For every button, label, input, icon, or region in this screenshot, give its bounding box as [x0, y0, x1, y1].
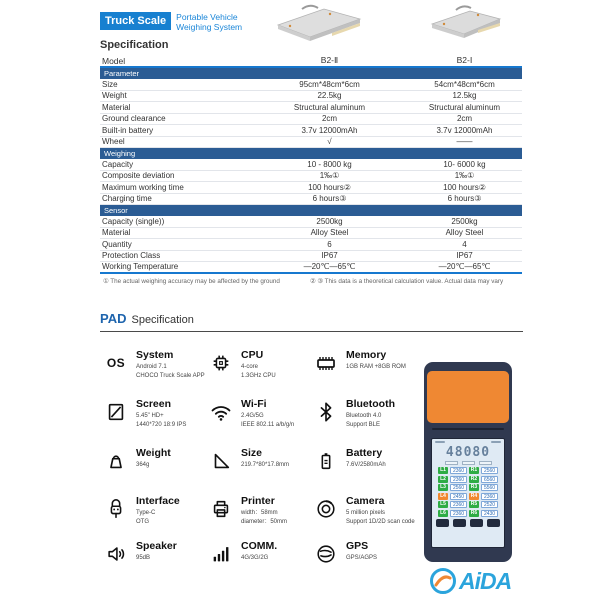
table-row [100, 79, 522, 91]
row-value-2: 10- 6000 kg [443, 159, 486, 169]
row-value-2: 2500kg [451, 216, 478, 226]
pad-title-rest: Specification [131, 314, 194, 326]
pad-item-title: Printer [241, 495, 275, 507]
table-row [100, 159, 522, 171]
pad-item-gps [313, 541, 415, 567]
pad-item-line: 219.7*80*17.8mm [241, 461, 290, 468]
table-row [100, 239, 522, 251]
aida-logo-mark-icon [430, 568, 456, 594]
pad-item-line: 5 million pixels [346, 509, 386, 516]
pad-item-title: CPU [241, 349, 264, 361]
camera-lens-icon [313, 496, 339, 522]
sensor-value: 6560 [481, 476, 498, 483]
pad-item-cpu [208, 350, 310, 380]
device-paper-slot [432, 428, 504, 430]
pad-item-line: 5.45" HD+ [136, 412, 164, 419]
size-icon [208, 448, 234, 474]
device-printer-cover [427, 371, 509, 423]
sensor-badge: R4 [470, 492, 478, 499]
row-value-1: 22.5kg [317, 91, 342, 101]
pad-item-line: Android 7.1 [136, 363, 167, 370]
pad-item-title: Interface [136, 495, 180, 507]
pad-item-line: 4G/3G/2G [241, 554, 269, 561]
row-value-2: 3.7v 12000mAh [436, 125, 493, 135]
table-row [100, 251, 522, 263]
pad-item-screen [103, 399, 205, 429]
row-value-1: 95cm*48cm*6cm [299, 79, 360, 89]
sensor-value: 2360 [450, 467, 467, 474]
pad-item-line: Type-C [136, 509, 156, 516]
gps-globe-icon [313, 541, 339, 567]
row-value-2: IP67 [456, 251, 473, 261]
row-value-2: 100 hours② [443, 182, 486, 192]
os-icon-label: OS [106, 356, 126, 370]
aida-logo [430, 568, 511, 594]
row-value-2: 12.5kg [452, 91, 477, 101]
memory-chip-icon [313, 350, 339, 376]
pad-item-battery [313, 448, 415, 474]
row-label: Material [102, 228, 131, 238]
pad-item-title: Memory [346, 349, 387, 361]
row-label: Wheel [102, 137, 125, 147]
table-row [100, 182, 522, 194]
model-label: Model [102, 55, 126, 66]
subtitle-line2: Weighing System [176, 21, 243, 32]
sensor-badge: R3 [470, 484, 478, 490]
pad-item-speaker [103, 541, 205, 567]
model-b2-2: B2-Ⅱ [320, 55, 339, 65]
pad-item-title: System [136, 349, 174, 361]
sensor-value: 2360 [450, 501, 467, 508]
weight-icon [103, 448, 129, 474]
sensor-badge: L4 [438, 493, 448, 500]
row-label: Charging time [102, 194, 152, 204]
reading-row [435, 510, 501, 517]
row-value-2: Alloy Steel [445, 228, 484, 238]
row-value-1: Alloy Steel [310, 228, 349, 238]
row-label: Maximum working time [102, 182, 184, 192]
row-value-2: 2cm [456, 114, 473, 124]
pad-item-camera [313, 496, 415, 526]
pad-item-wifi [208, 399, 310, 429]
row-value-2: 54cm*48cm*6cm [434, 79, 495, 89]
pad-section-title [100, 311, 194, 326]
pad-item-line: Bluetooth 4.0 [346, 412, 382, 419]
battery-icon [313, 448, 339, 474]
pad-item-line: 1440*720 18:9 IPS [136, 421, 187, 428]
pad-device-image [424, 362, 512, 562]
row-value-2: —20℃—65℃ [438, 262, 491, 272]
sensor-badge: L1 [438, 467, 448, 474]
sensor-badge: R2 [470, 475, 478, 482]
truck-scale-badge: Truck Scale [100, 12, 171, 30]
footnote-1: ① The actual weighing accuracy may be affected by the ground [103, 278, 280, 285]
table-row [100, 114, 522, 126]
row-value-1: 3.7v 12000mAh [301, 125, 358, 135]
pad-item-line: diameter：50mm [241, 518, 288, 525]
footnotes [103, 278, 527, 285]
device-screen [431, 438, 505, 548]
pad-item-line: 364g [136, 461, 150, 468]
pad-item-comm [208, 541, 310, 567]
pad-item-printer [208, 496, 310, 526]
row-label: Composite deviation [102, 171, 175, 181]
row-value-1: IP67 [321, 251, 338, 261]
pad-item-title: Camera [346, 495, 385, 507]
subtitle-line1: Portable Vehicle [176, 12, 238, 22]
reading-row [435, 493, 501, 500]
row-value-1: 2cm [321, 114, 338, 124]
table-row [100, 228, 522, 240]
row-value-1: 1‰① [319, 171, 340, 181]
pad-item-title: Bluetooth [346, 398, 395, 410]
pad-item-line: 2.4G/5G [241, 412, 264, 419]
cpu-icon [208, 350, 234, 376]
row-value-2: 6 hours③ [447, 194, 482, 204]
printer-icon [208, 496, 234, 522]
row-label: Protection Class [102, 251, 161, 261]
row-label: Ground clearance [102, 114, 166, 124]
device-sub-indicators [435, 461, 501, 465]
sensor-badge: R6 [470, 509, 478, 516]
product-subtitle [176, 12, 242, 33]
pad-item-title: GPS [346, 540, 369, 552]
sensor-value: 2360 [450, 510, 467, 517]
bluetooth-icon [313, 399, 339, 425]
row-value-1: √ [327, 137, 332, 147]
section-band-parameter: Parameter [100, 68, 522, 79]
pad-divider [100, 331, 523, 332]
pad-item-line: CHOCO Truck Scale APP [136, 372, 205, 379]
signal-bars-icon [208, 541, 234, 567]
usb-plug-icon [103, 496, 129, 522]
row-value-1: Structural aluminum [293, 102, 366, 112]
pad-item-bluetooth [313, 399, 415, 429]
pad-title-bold: PAD [100, 311, 127, 326]
pad-item-line: GPS/AGPS [346, 554, 378, 561]
row-label: Material [102, 102, 131, 112]
sensor-value: 2430 [481, 510, 498, 517]
row-value-1: 2500kg [316, 216, 343, 226]
pad-item-line: OTG [136, 518, 149, 525]
row-value-2: Structural aluminum [428, 102, 501, 112]
sensor-badge: L3 [438, 484, 448, 491]
sensor-value: 2560 [450, 484, 467, 491]
row-value-1: 6 hours③ [312, 194, 347, 204]
screen-icon [103, 399, 129, 425]
row-value-1: 100 hours② [308, 182, 351, 192]
sensor-value: 2360 [481, 493, 498, 500]
os-icon [103, 350, 129, 376]
aida-logo-text: AiDA [459, 568, 512, 594]
pad-item-system [103, 350, 205, 380]
scale-b2-1-image [418, 2, 513, 50]
pad-item-weight [103, 448, 205, 474]
pad-item-title: Speaker [136, 540, 177, 552]
scale-b2-2-image [268, 2, 368, 50]
pad-item-line: width：58mm [241, 509, 278, 516]
row-label: Working Temperature [102, 262, 179, 272]
device-readings-grid [435, 467, 501, 517]
pad-item-line: 4-core [241, 363, 259, 370]
pad-item-title: Weight [136, 447, 171, 459]
sensor-value: 2560 [481, 467, 498, 474]
row-value-1: —20℃—65℃ [303, 262, 356, 272]
pad-item-title: Battery [346, 447, 383, 459]
row-label: Capacity (single)) [102, 216, 165, 226]
row-value-1: 10 - 8000 kg [307, 159, 352, 169]
sensor-badge: L5 [438, 501, 448, 508]
sensor-value: 2360 [450, 476, 467, 483]
reading-row [435, 467, 501, 474]
header [100, 12, 242, 51]
pad-item-title: COMM. [241, 540, 278, 552]
table-row [100, 194, 522, 206]
row-value-2: —— [456, 137, 473, 147]
table-row [100, 91, 522, 103]
model-b2-1: B2-Ⅰ [456, 55, 473, 65]
pad-item-line: Support BLE [346, 421, 381, 428]
row-value-2: 1‰① [454, 171, 475, 181]
table-row [100, 137, 522, 149]
sensor-badge: R5 [470, 501, 478, 507]
pad-item-line: 7.6V/2580mAh [346, 461, 386, 468]
sensor-badge: R1 [470, 467, 478, 473]
reading-row [435, 501, 501, 508]
pad-item-line: 1GB RAM +8GB ROM [346, 363, 406, 370]
table-row [100, 171, 522, 183]
speaker-icon [103, 541, 129, 567]
pad-item-title: Wi-Fi [241, 398, 267, 410]
row-value-1: 6 [327, 239, 332, 249]
reading-row [435, 484, 501, 491]
pad-item-line: IEEE 802.11 a/b/g/n [241, 421, 295, 428]
row-label: Built-in battery [102, 125, 154, 135]
specification-title: Specification [100, 38, 169, 51]
row-label: Weight [102, 91, 127, 101]
row-label: Quantity [102, 239, 132, 249]
sensor-badge: L2 [438, 476, 448, 483]
pad-item-memory [313, 350, 415, 376]
pad-item-line: 1.3GHz CPU [241, 372, 276, 379]
row-label: Capacity [102, 159, 134, 169]
row-label: Size [102, 79, 118, 89]
table-row [100, 125, 522, 137]
pad-item-size [208, 448, 310, 474]
pad-item-line: Support 1D/2D scan code [346, 518, 415, 525]
pad-item-title: Screen [136, 398, 172, 410]
device-weight-readout: 48080 [445, 445, 491, 460]
device-buttons [435, 519, 501, 527]
section-band-sensor: Sensor [100, 205, 522, 216]
section-band-weighing: Weighing [100, 148, 522, 159]
pad-item-line: 95dB [136, 554, 151, 561]
spec-table [100, 55, 522, 274]
wifi-icon [208, 399, 234, 425]
sensor-badge: L6 [438, 510, 448, 517]
reading-row [435, 476, 501, 483]
table-row-model [100, 55, 522, 68]
sensor-value: 5560 [481, 484, 498, 491]
row-value-2: 4 [462, 239, 467, 249]
table-row [100, 262, 522, 274]
table-row [100, 216, 522, 228]
sensor-value: 2450 [450, 493, 467, 500]
table-row [100, 102, 522, 114]
footnote-2: ② ③ This data is a theoretical calculation value. Actual data may vary [310, 278, 504, 285]
pad-item-title: Size [241, 447, 263, 459]
pad-item-interface [103, 496, 205, 526]
sensor-value: 2520 [481, 501, 498, 508]
